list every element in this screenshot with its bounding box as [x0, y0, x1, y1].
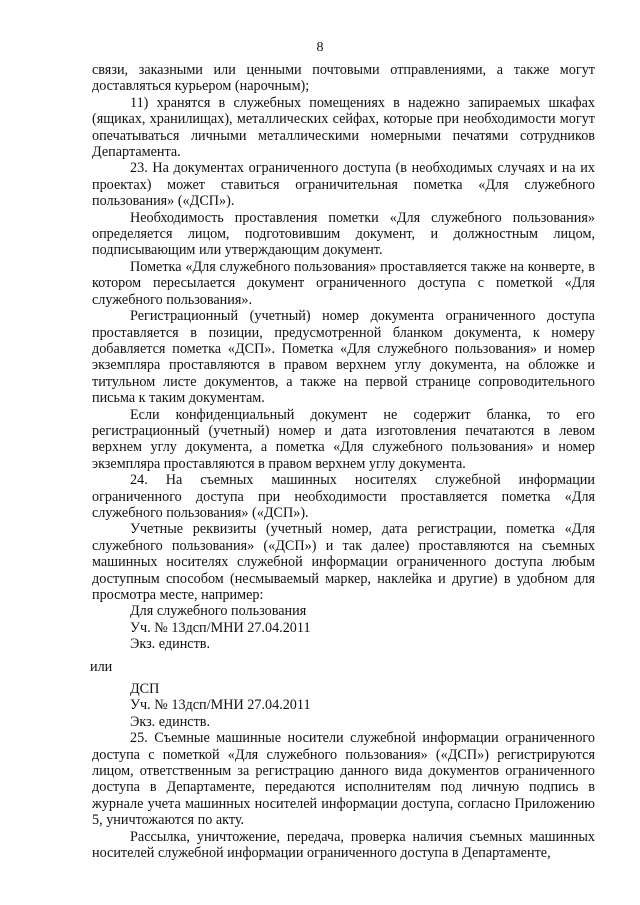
document-body — [92, 62, 595, 862]
paragraph-continuation: связи, заказными или ценными почтовыми отправлениями, а также могут доставляться курьером (нарочным); — [92, 62, 595, 95]
example-stamp-short — [92, 681, 595, 730]
example-stamp-line: Уч. № 13дсп/МНИ 27.04.2011 — [130, 697, 311, 714]
example-stamp-line: ДСП — [130, 681, 160, 698]
paragraph-item-11: 11) хранятся в служебных помещениях в надежно запираемых шкафах (ящиках, хранилищах), металлических сейфах, которые при необходимости могут опечатываться личными металлическими номерными печатями сотрудников Департамента. — [92, 94, 595, 161]
paragraph-marking-necessity: Необходимость проставления пометки «Для служебного пользования» определяется лицом, подготовившим документ, и должностным лицом, подписывающим или утверждающим документ. — [92, 209, 595, 259]
paragraph-registration-number: Регистрационный (учетный) номер документа ограниченного доступа проставляется в позиции, предусмотренной бланком документа, к номеру добавляется пометка «ДСП». Пометка «Для служебного пользования» и номер экземпляра проставляются в правом верхнем углу документа, на обложке и титульном листе документов, а также на первой странице сопроводительного письма к таким документам. — [92, 308, 595, 407]
or-separator: или — [90, 658, 113, 675]
example-stamp-line: Экз. единств. — [130, 636, 211, 653]
paragraph-accounting-details: Учетные реквизиты (учетный номер, дата регистрации, пометка «Для служебного пользования» («ДСП») и так далее) проставляются на съемных машинных носителях служебной информации ограниченного доступа любым доступным способом (несмываемый маркер, наклейка и другие) в удобном для просмотра месте, например: — [92, 521, 595, 603]
example-stamp-full — [92, 603, 595, 652]
example-stamp-line: Для служебного пользования — [130, 603, 307, 620]
example-stamp-line: Экз. единств. — [130, 713, 211, 730]
page-number: 8 — [316, 40, 324, 55]
paragraph-distribution: Рассылка, уничтожение, передача, проверка наличия съемных машинных носителей служебной информации ограниченного доступа в Департаменте, — [92, 828, 595, 862]
example-stamp-line: Уч. № 13дсп/МНИ 27.04.2011 — [130, 619, 311, 636]
paragraph-envelope-marking: Пометка «Для служебного пользования» проставляется также на конверте, в котором пересылается документ ограниченного доступа с пометкой «Для служебного пользования». — [92, 258, 595, 308]
paragraph-section-24: 24. На съемных машинных носителях служебной информации ограниченного доступа при необходимости проставляется пометка «Для служебного пользования» («ДСП»). — [92, 472, 595, 521]
paragraph-confidential-no-form: Если конфиденциальный документ не содержит бланка, то его регистрационный (учетный) номер и дата изготовления печатаются в левом верхнем углу документа, а пометка «Для служебного пользования» и номер экземпляра проставляются в правом верхнем углу документа. — [92, 406, 595, 472]
paragraph-section-25: 25. Съемные машинные носители служебной информации ограниченного доступа с пометкой «Для служебного пользования» («ДСП») регистрируются лицом, ответственным за регистрацию данного вида документов ограниченного доступа в Департаменте, передаются исполнителям под личную подпись в журнале учета машинных носителей информации доступа, согласно Приложению 5, уничтожаются по акту. — [92, 730, 595, 829]
paragraph-section-23: 23. На документах ограниченного доступа (в необходимых случаях и на их проектах) может ставиться ограничительная пометка «Для служебного пользования» («ДСП»). — [92, 160, 595, 210]
